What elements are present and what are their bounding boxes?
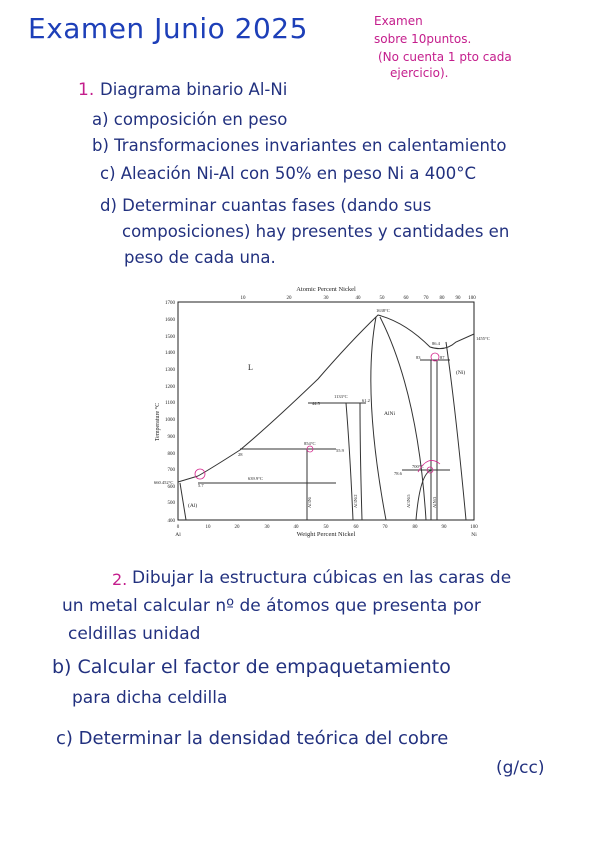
bottom-tick-label: 50 <box>323 525 329 530</box>
y-tick-label: 800 <box>167 452 175 457</box>
al-phase-label: (Al) <box>188 503 198 509</box>
alni-left-boundary <box>371 317 386 520</box>
al3ni2-label: Al3Ni2 <box>353 494 358 508</box>
y-tick-label: 1100 <box>165 401 175 406</box>
top-tick-label: 60 <box>403 296 409 301</box>
composition-86: 86.4 <box>432 341 440 346</box>
end-label-al: Al <box>175 532 181 538</box>
y-tick-label: 1700 <box>165 301 175 306</box>
y-tick-label: 1200 <box>165 385 175 390</box>
y-tick-label: 1500 <box>165 335 175 340</box>
bottom-tick-label: 0 <box>176 525 180 530</box>
end-label-ni: Ni <box>471 532 477 538</box>
composition-5: 5.7 <box>198 483 204 488</box>
question-2c-line-2: (g/cc) <box>496 758 545 778</box>
bottom-tick-label: 90 <box>441 525 447 530</box>
question-1-number: 1. <box>78 80 95 100</box>
top-tick-label: 70 <box>423 296 429 301</box>
question-1d-line-2: composiciones) hay presentes y cantidades en <box>122 222 510 241</box>
top-tick-label: 30 <box>323 296 329 301</box>
y-tick-label: 1000 <box>165 418 175 423</box>
temp-1133-label: 1133°C <box>334 394 348 399</box>
bottom-tick-label: 40 <box>293 525 299 530</box>
alni3-label: AlNi3 <box>432 496 437 508</box>
temp-700-label: 700°C <box>412 464 424 469</box>
plot-frame <box>178 302 474 520</box>
al3ni-label: Al3Ni <box>307 496 312 508</box>
exam-title: Examen Junio 2025 <box>28 12 308 45</box>
y-tick-label: 900 <box>167 435 175 440</box>
top-tick-label: 10 <box>240 296 246 301</box>
temp-639-label: 639.9°C <box>248 476 263 481</box>
question-1d-line-3: peso de cada una. <box>124 248 276 267</box>
question-2-line-2: un metal calcular nº de átomos que presenta por <box>62 596 481 616</box>
composition-44: 44.5 <box>312 401 320 406</box>
composition-55: 55.9 <box>336 448 344 453</box>
y-tick-label: 500 <box>167 501 175 506</box>
question-2b-line-2: para dicha celdilla <box>72 688 228 708</box>
y-tick-label: 1400 <box>165 351 175 356</box>
bottom-tick-label: 30 <box>264 525 270 530</box>
question-2-line-1: Dibujar la estructura cúbicas en las caras de <box>132 568 512 588</box>
composition-61: 61.2 <box>362 398 370 403</box>
top-tick-label: 50 <box>379 296 385 301</box>
alni-label: AlNi <box>384 411 395 417</box>
al-melting-point-label: 660.452°C <box>154 480 174 485</box>
top-tick-label: 40 <box>355 296 361 301</box>
al-ni-phase-diagram <box>150 282 490 546</box>
y-tick-label: 1600 <box>165 318 175 323</box>
bottom-tick-label: 20 <box>234 525 240 530</box>
eutectic-point-mark <box>195 469 205 479</box>
score-note-line-4: ejercicio). <box>390 66 449 80</box>
al3ni2-left <box>346 403 353 520</box>
bottom-tick-label: 60 <box>353 525 359 530</box>
temp-1638-label: 1638°C <box>376 308 390 313</box>
question-2-number: 2. <box>112 570 128 589</box>
question-1-heading: Diagrama binario Al-Ni <box>100 80 288 99</box>
score-note-line-3: (No cuenta 1 pto cada <box>378 50 512 64</box>
bottom-axis-title: Weight Percent Nickel <box>296 531 356 538</box>
y-axis-title: Temperature °C <box>155 402 161 442</box>
top-tick-label: 80 <box>439 296 445 301</box>
ni-solvus <box>446 342 466 520</box>
composition-28: 28 <box>238 452 243 457</box>
score-note-line-1: Examen <box>374 14 423 28</box>
al-solvus <box>180 483 186 520</box>
al3ni5-label: Al3Ni5 <box>406 494 411 508</box>
y-tick-label: 1300 <box>165 368 175 373</box>
question-2b-line-1: b) Calcular el factor de empaquetamiento <box>52 656 451 678</box>
question-1b: b) Transformaciones invariantes en calentamiento <box>92 136 507 155</box>
top-axis-title: Atomic Percent Nickel <box>296 286 356 293</box>
top-tick-label: 100 <box>468 296 476 301</box>
alni-right-boundary <box>380 317 426 520</box>
question-1d-line-1: d) Determinar cuantas fases (dando sus <box>100 196 432 215</box>
temp-1455-label: 1455°C <box>476 336 490 341</box>
y-tick-label: 700 <box>167 468 175 473</box>
temp-854-label: 854°C <box>304 441 316 446</box>
composition-78: 78.6 <box>394 471 402 476</box>
composition-83: 83 <box>416 355 421 360</box>
top-tick-label: 20 <box>286 296 292 301</box>
score-note-line-2: sobre 10puntos. <box>374 32 472 46</box>
ni-phase-label: (Ni) <box>456 370 466 376</box>
y-tick-label: 400 <box>167 519 175 524</box>
question-2-line-3: celdillas unidad <box>68 624 201 644</box>
question-1a: a) composición en peso <box>92 110 288 129</box>
top-tick-label: 90 <box>455 296 461 301</box>
y-tick-label: 600 <box>167 485 175 490</box>
composition-87: 87 <box>440 355 445 360</box>
liquid-label: L <box>248 363 253 372</box>
al3ni2-right <box>360 403 362 520</box>
liquidus-al-side <box>178 476 198 482</box>
bottom-tick-label: 100 <box>470 525 478 530</box>
question-1c: c) Aleación Ni-Al con 50% en peso Ni a 400°C <box>100 164 476 183</box>
bottom-tick-label: 70 <box>382 525 388 530</box>
question-2c-line-1: c) Determinar la densidad teórica del cobre <box>56 728 449 749</box>
bottom-tick-label: 80 <box>412 525 418 530</box>
bottom-tick-label: 10 <box>205 525 211 530</box>
